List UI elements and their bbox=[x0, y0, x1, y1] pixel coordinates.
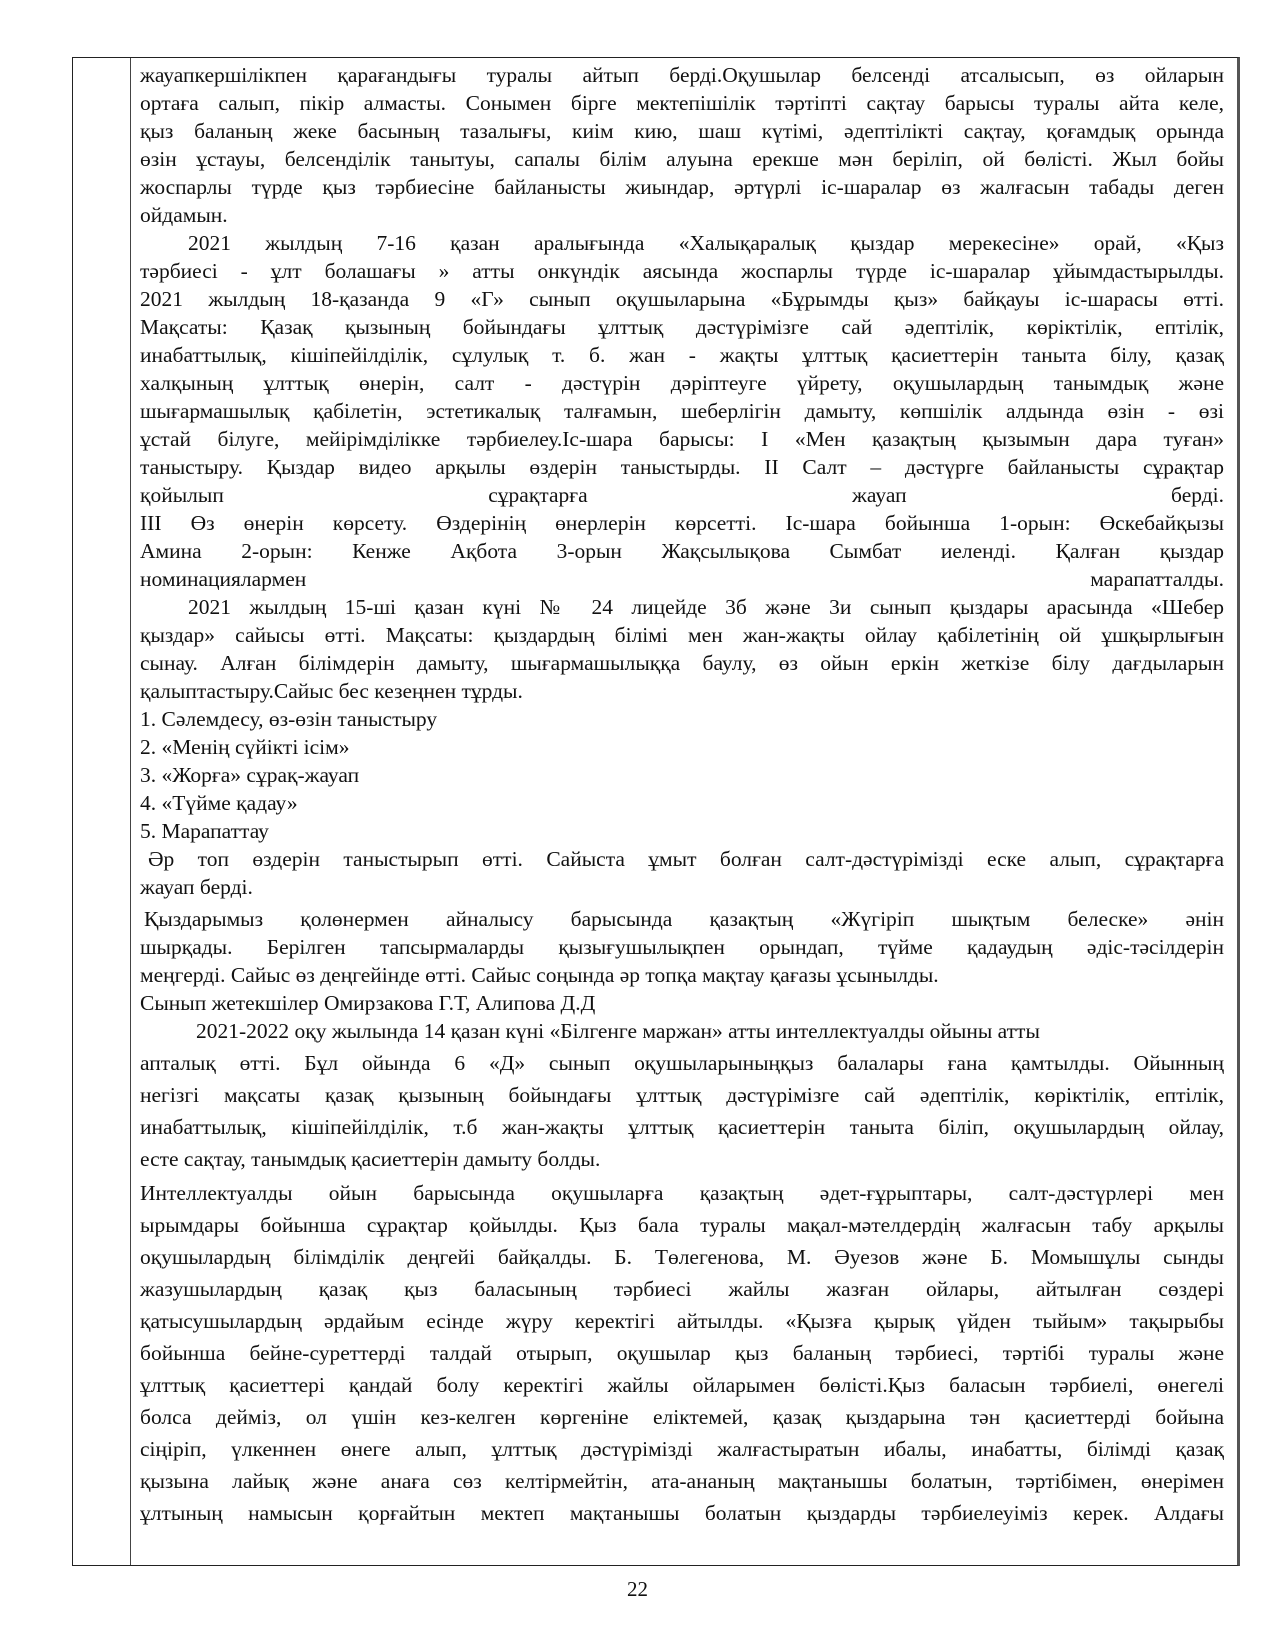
text-line: Қыздарымыз қолөнермен айналысу барысында қазақтың «Жүгіріп шықтым белеске» әнін bbox=[144, 907, 1224, 931]
text-line: ІІІ Өз өнерін көрсету. Өздерінің өнерлерін көрсетті. Іс-шара бойынша 1-орын: Өскебайқызы bbox=[140, 511, 1224, 535]
text-line: Әр топ өздерін таныстырып өтті. Сайыста ұмыт болған салт-дәстүрімізді еске алып, сұрақтарға bbox=[148, 847, 1224, 871]
text-line: бойынша бейне-суреттерді талдай отырып, оқушылар қыз баланың тәрбиесі, тәртібі туралы және bbox=[140, 1341, 1224, 1365]
table-left-column bbox=[73, 58, 131, 1565]
text-line: есте сақтау, танымдық қасиеттерін дамыту болды. bbox=[140, 1147, 601, 1171]
text-line: таныстыру. Қыздар видео арқылы өздерін таныстырды. ІІ Салт – дәстүрге байланысты сұрақтар bbox=[140, 455, 1224, 479]
text-line: 4. «Түйме қадау» bbox=[140, 791, 298, 815]
text-line: өзін ұстауы, белсенділік танытуы, сапалы білім алуына ерекше мән беріліп, ой бөлісті. Жыл бойы bbox=[140, 147, 1224, 171]
text-line: шырқады. Берілген тапсырмаларды қызығушылықпен орындап, түйме қадаудың әдіс-тәсілдерін bbox=[140, 935, 1224, 959]
text-line: апталық өтті. Бұл ойында 6 «Д» сынып оқушыларыныңқыз балалары ғана қамтылды. Ойынның bbox=[140, 1051, 1224, 1075]
text-line: қойылып сұрақтарға жауап берді. bbox=[140, 483, 1224, 507]
text-line: номинациялармен марапатталды. bbox=[140, 567, 1224, 591]
page-number: 22 bbox=[627, 1577, 648, 1601]
text-line: қыздар» сайысы өтті. Мақсаты: қыздардың білімі мен жан-жақты ойлау қабілетінің ой ұшқырлығын bbox=[140, 623, 1224, 647]
text-line: жазушылардың қазақ қыз баласының тәрбиесі жайлы жазған ойлары, айтылған сөздері bbox=[140, 1277, 1224, 1301]
text-line: болса дейміз, ол үшін кез-келген көргеніне еліктемей, қазақ қыздарына тән қасиеттерді бойына bbox=[140, 1405, 1224, 1429]
text-line: инабаттылық, кішіпейілділік, т.б жан-жақты ұлттық қасиеттерін таныта біліп, оқушылардың ойлау, bbox=[140, 1115, 1224, 1139]
text-line: қыз баланың жеке басының тазалығы, киім кию, шаш күтімі, әдептілікті сақтау, қоғамдық орында bbox=[140, 119, 1224, 143]
table-right-column bbox=[132, 58, 1237, 1565]
text-line: 5. Марапаттау bbox=[140, 819, 269, 843]
text-line: инабаттылық, кішіпейілділік, сұлулық т. б. жан - жақты ұлттық қасиеттерін таныта білу, қазақ bbox=[140, 343, 1224, 367]
text-line: ырымдары бойынша сұрақтар қойылды. Қыз бала туралы мақал-мәтелдердің жалғасын табу арқылы bbox=[140, 1213, 1224, 1237]
text-line: 2021-2022 оқу жылында 14 қазан күні «Білгенге маржан» атты интеллектуалды ойыны атты bbox=[196, 1019, 1040, 1043]
text-line: халқының ұлттық өнерін, салт - дәстүрін дәріптеуге үйрету, оқушылардың танымдық және bbox=[140, 371, 1224, 395]
text-line: 2021 жылдың 18-қазанда 9 «Г» сынып оқушыларына «Бұрымды қыз» байқауы іс-шарасы өтті. bbox=[140, 287, 1224, 311]
text-line: меңгерді. Сайыс өз деңгейінде өтті. Сайыс соңында әр топқа мақтау қағазы ұсынылды. bbox=[140, 963, 939, 987]
text-line: Сынып жетекшілер Омирзакова Г.Т, Алипова Д.Д bbox=[140, 991, 596, 1015]
text-line: ойдамын. bbox=[140, 203, 228, 227]
text-line: қалыптастыру.Сайыс бес кезеңнен тұрды. bbox=[140, 679, 523, 703]
text-line: тәрбиесі - ұлт болашағы » атты онкүндік аясында жоспарлы түрде іс-шаралар ұйымдастырылды. bbox=[140, 259, 1224, 283]
text-line: қызына лайық және анаға сөз келтірмейтін, ата-ананың мақтанышы болатын, тәртібімен, өнерімен bbox=[140, 1469, 1224, 1493]
text-line: жауап берді. bbox=[140, 875, 253, 899]
document-table bbox=[72, 57, 1240, 1566]
text-line: Амина 2-орын: Кенже Ақбота 3-орын Жақсылықова Сымбат иеленді. Қалған қыздар bbox=[140, 539, 1224, 563]
text-line: 3. «Жорға» сұрақ-жауап bbox=[140, 763, 360, 787]
text-line: оқушылардың білімділік деңгейі байқалды. Б. Төлегенова, М. Әуезов және Б. Момышұлы сынды bbox=[140, 1245, 1224, 1269]
text-line: жауапкершілікпен қарағандығы туралы айтып берді.Оқушылар белсенді атсалысып, өз ойларын bbox=[140, 63, 1224, 87]
text-line: қатысушылардың әрдайым есінде жүру керектігі айтылды. «Қызға қырық үйден тыйым» тақырыбы bbox=[140, 1309, 1224, 1333]
text-line: Мақсаты: Қазақ қызының бойындағы ұлттық дәстүрімізге сай әдептілік, көріктілік, ептілік, bbox=[140, 315, 1224, 339]
text-line: 2021 жылдың 15-ші қазан күні № 24 лицейде 3б және 3и сынып қыздары арасында «Шебер bbox=[188, 595, 1224, 619]
text-line: шығармашылық қабілетін, эстетикалық талғамын, шеберлігін дамыту, көпшілік алдында өзін - өзі bbox=[140, 399, 1224, 423]
text-line: ұстай білуге, мейірімділікке тәрбиелеу.Іс-шара барысы: І «Мен қазақтың қызымын дара туған» bbox=[140, 427, 1224, 451]
text-line: 1. Сәлемдесу, өз-өзін таныстыру bbox=[140, 707, 438, 731]
text-line: ортаға салып, пікір алмасты. Сонымен бірге мектепішілік тәртіпті сақтау барысы туралы айта келе, bbox=[140, 91, 1224, 115]
text-line: 2021 жылдың 7-16 қазан аралығында «Халықаралық қыздар мерекесіне» орай, «Қыз bbox=[188, 231, 1224, 255]
text-line: ұлттық қасиеттері қандай болу керектігі жайлы ойларымен бөлісті.Қыз баласын тәрбиелі, өнегелі bbox=[140, 1373, 1224, 1397]
text-line: сіңіріп, үлкеннен өнеге алып, ұлттық дәстүрімізді жалғастыратын ибалы, инабатты, білімді қазақ bbox=[140, 1437, 1224, 1461]
text-line: ұлтының намысын қорғайтын мектеп мақтанышы болатын қыздарды тәрбиелеуіміз керек. Алдағы bbox=[140, 1501, 1224, 1525]
text-line: сынау. Алған білімдерін дамыту, шығармашылыққа баулу, өз ойын еркін жеткізе білу дағдыларын bbox=[140, 651, 1224, 675]
text-line: негізгі мақсаты қазақ қызының бойындағы ұлттық дәстүрімізге сай әдептілік, көріктілік, ептілік, bbox=[140, 1083, 1224, 1107]
text-line: жоспарлы түрде қыз тәрбиесіне байланысты жиындар, әртүрлі іс-шаралар өз жалғасын табады деген bbox=[140, 175, 1224, 199]
text-line: Интеллектуалды ойын барысында оқушыларға қазақтың әдет-ғұрыптары, салт-дәстүрлері мен bbox=[140, 1181, 1224, 1205]
text-line: 2. «Менің сүйікті ісім» bbox=[140, 735, 350, 759]
